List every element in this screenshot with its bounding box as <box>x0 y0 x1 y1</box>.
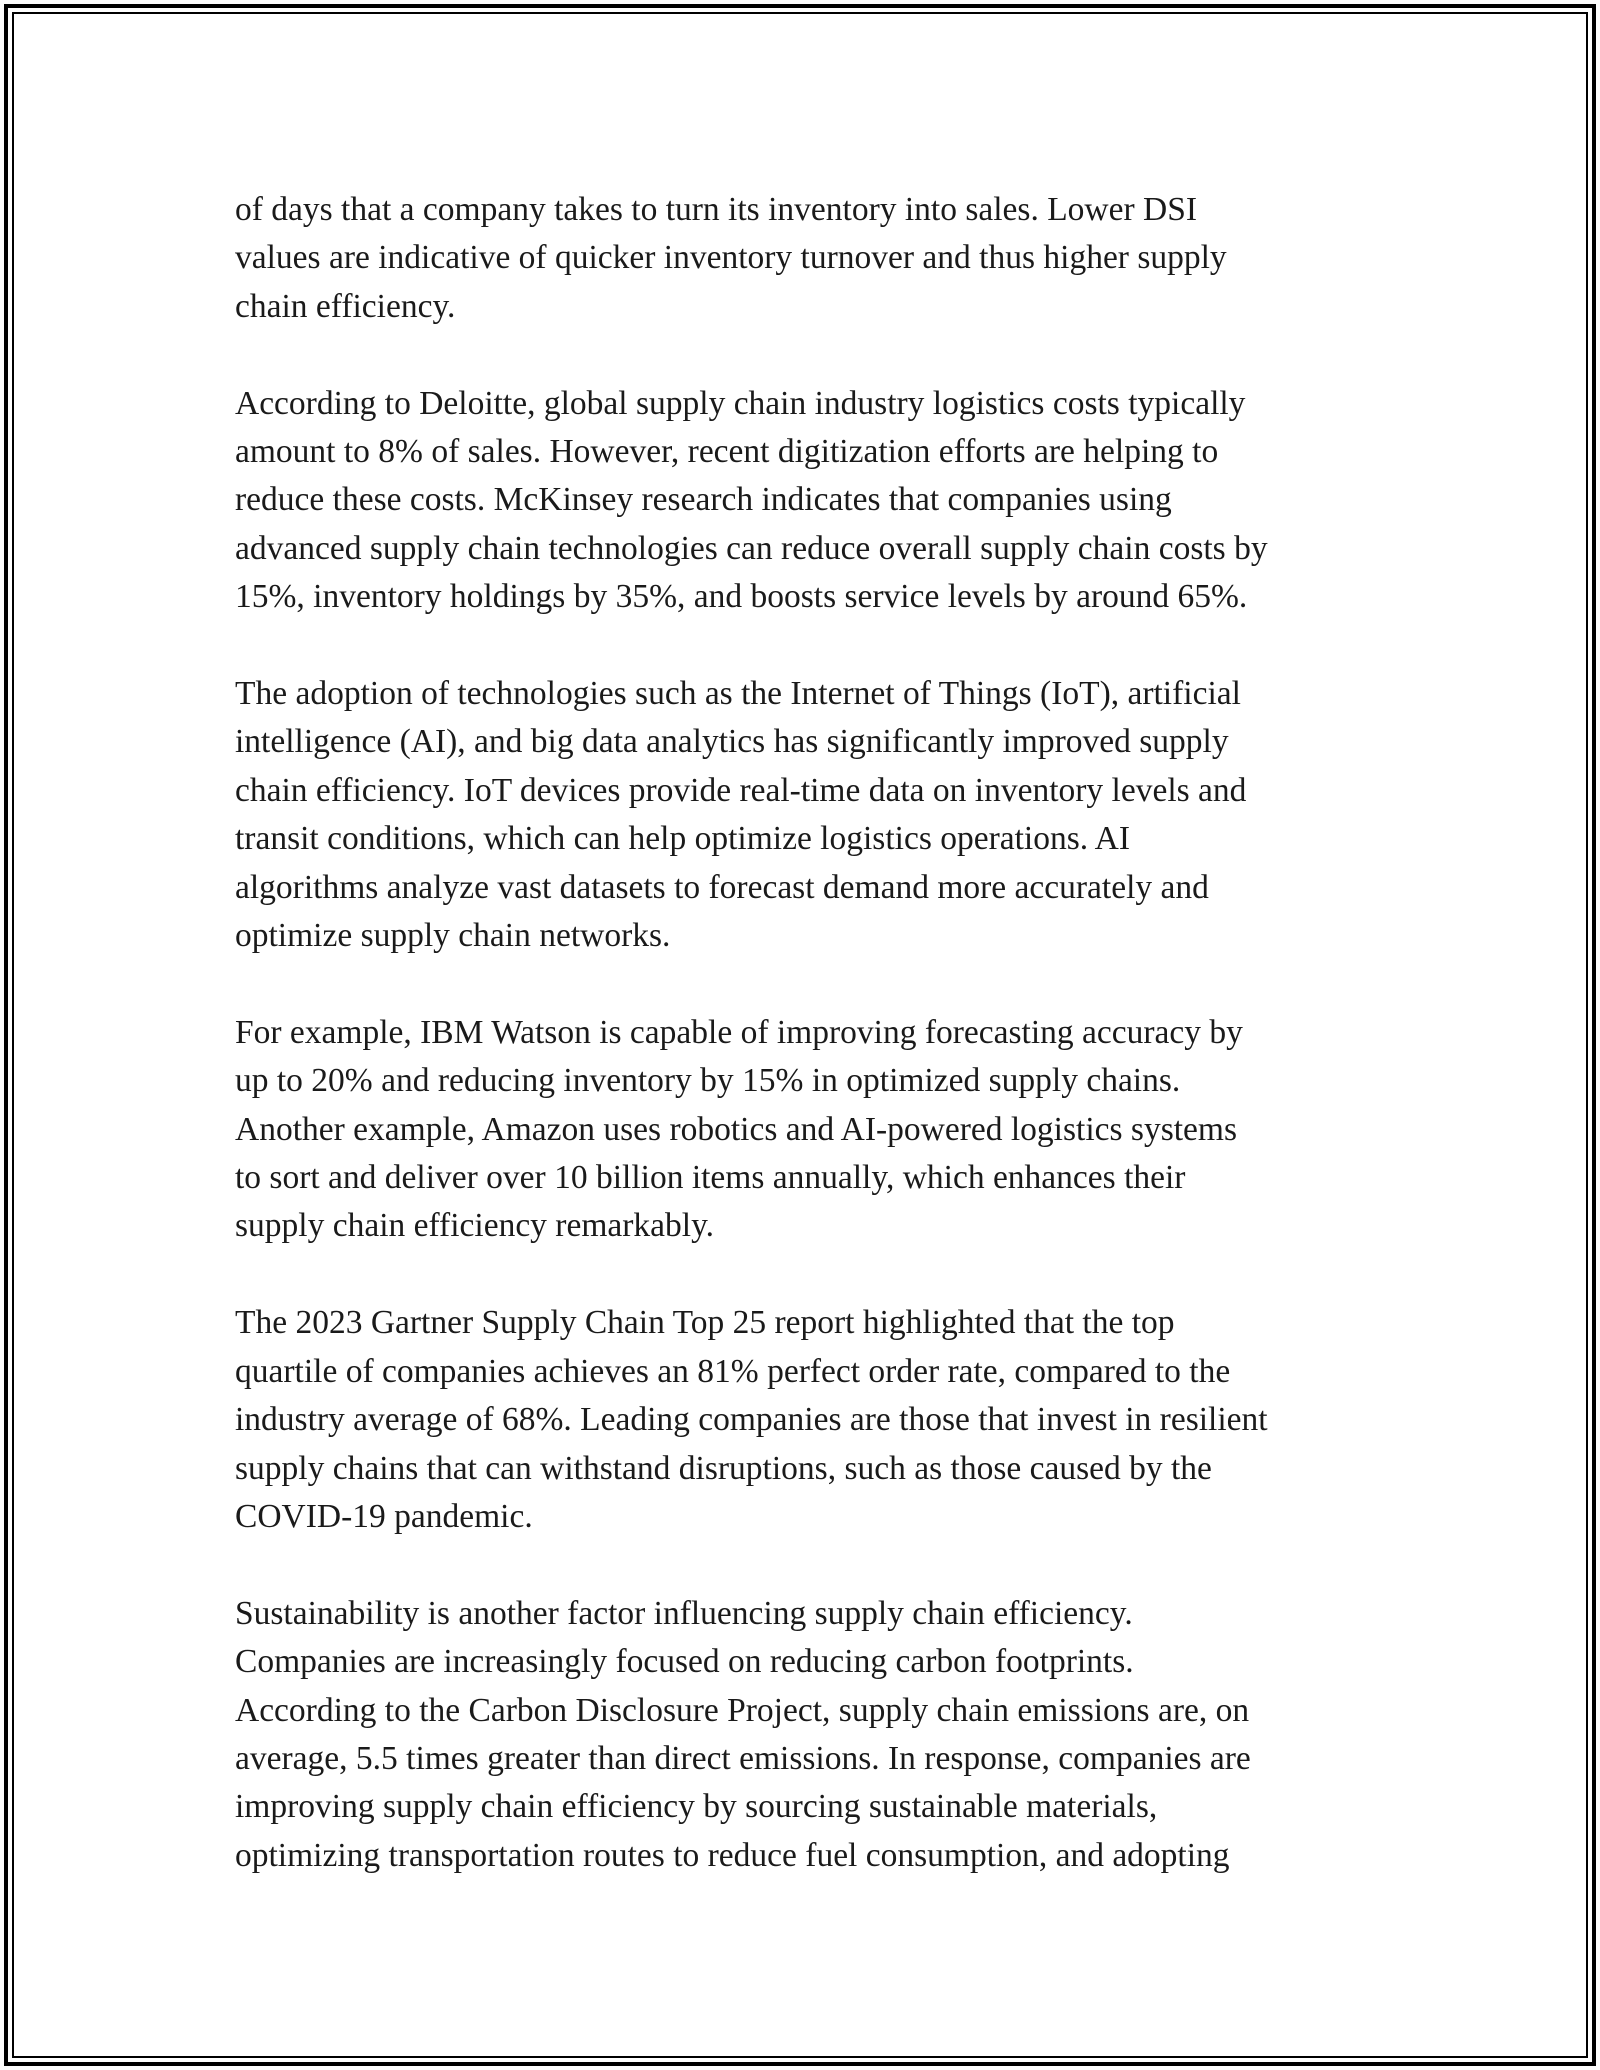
text-line: For example, IBM Watson is capable of improving forecasting accuracy by <box>235 1013 1243 1051</box>
text-line: The 2023 Gartner Supply Chain Top 25 report highlighted that the top <box>235 1304 1175 1342</box>
text-line: optimizing transportation routes to reduce fuel consumption, and adopting <box>235 1836 1230 1874</box>
text-line: values are indicative of quicker inventory turnover and thus higher supply <box>235 239 1227 277</box>
paragraph-examples <box>235 1009 1395 1251</box>
text-line: optimize supply chain networks. <box>235 917 671 955</box>
text-line: supply chain efficiency remarkably. <box>235 1207 715 1245</box>
text-line: The adoption of technologies such as the Internet of Things (IoT), artificial <box>235 675 1241 713</box>
text-line: average, 5.5 times greater than direct emissions. In response, companies are <box>235 1739 1251 1777</box>
text-line: improving supply chain efficiency by sourcing sustainable materials, <box>235 1788 1158 1826</box>
paragraph-dsi-definition <box>235 186 1395 331</box>
text-line: advanced supply chain technologies can reduce overall supply chain costs by <box>235 529 1268 567</box>
text-line: Sustainability is another factor influencing supply chain efficiency. <box>235 1594 1133 1632</box>
paragraph-logistics-costs <box>235 380 1395 622</box>
text-line: chain efficiency. <box>235 287 456 325</box>
text-line: reduce these costs. McKinsey research indicates that companies using <box>235 481 1172 519</box>
text-line: Companies are increasingly focused on reducing carbon footprints. <box>235 1643 1134 1681</box>
text-line: transit conditions, which can help optimize logistics operations. AI <box>235 820 1131 858</box>
text-line: According to Deloitte, global supply chain industry logistics costs typically <box>235 384 1246 422</box>
document-body <box>235 186 1395 1929</box>
text-line: Another example, Amazon uses robotics and AI-powered logistics systems <box>235 1110 1238 1148</box>
text-line: COVID-19 pandemic. <box>235 1497 533 1535</box>
text-line: to sort and deliver over 10 billion items annually, which enhances their <box>235 1159 1186 1197</box>
text-line: chain efficiency. IoT devices provide real-time data on inventory levels and <box>235 771 1247 809</box>
text-line: up to 20% and reducing inventory by 15% in optimized supply chains. <box>235 1062 1181 1100</box>
paragraph-sustainability <box>235 1590 1395 1880</box>
text-line: supply chains that can withstand disruptions, such as those caused by the <box>235 1449 1212 1487</box>
text-line: intelligence (AI), and big data analytics has significantly improved supply <box>235 723 1229 761</box>
paragraph-gartner-report <box>235 1299 1395 1541</box>
text-line: of days that a company takes to turn its inventory into sales. Lower DSI <box>235 191 1197 228</box>
paragraph-technology-adoption <box>235 670 1395 960</box>
text-line: According to the Carbon Disclosure Project, supply chain emissions are, on <box>235 1691 1250 1729</box>
text-line: amount to 8% of sales. However, recent digitization efforts are helping to <box>235 433 1219 471</box>
text-line: algorithms analyze vast datasets to forecast demand more accurately and <box>235 868 1209 906</box>
text-line: 15%, inventory holdings by 35%, and boosts service levels by around 65%. <box>235 578 1248 616</box>
text-line: industry average of 68%. Leading companies are those that invest in resilient <box>235 1401 1268 1439</box>
text-line: quartile of companies achieves an 81% perfect order rate, compared to the <box>235 1352 1231 1390</box>
